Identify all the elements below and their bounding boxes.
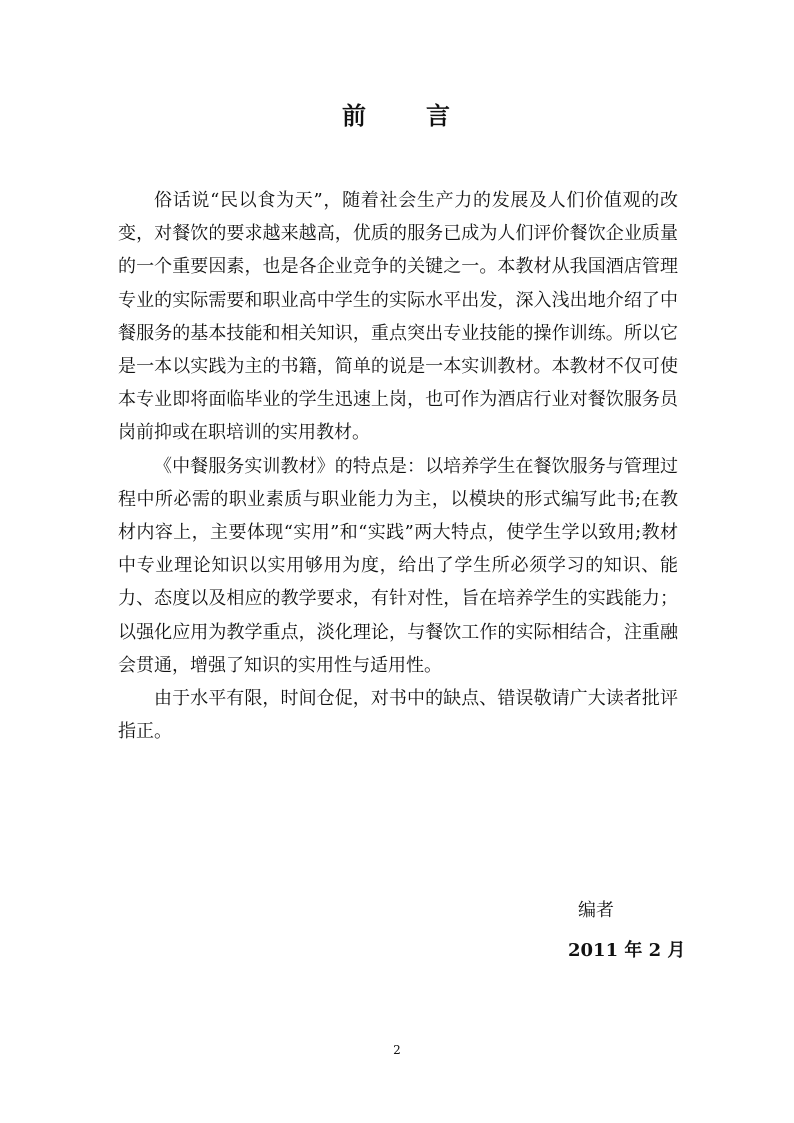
page-number: 2 xyxy=(393,1043,401,1057)
preface-body xyxy=(118,184,678,748)
author-signature: 编者 xyxy=(578,900,614,921)
title-char-1: 前 xyxy=(342,101,368,130)
paragraph-2: 《中餐服务实训教材》的特点是：以培养学生在餐饮服务与管理过程中所必需的职业素质与职业能力为主，以模块的形式编写此书;在教材内容上，主要体现“实用”和“实践”两大特点，使学生学以致用;教材中专业理论知识以实用够用为度，给出了学生所必须学习的知识、能力、态度以及相应的教学要求，有针对性，旨在培养学生的实践能力；以强化应用为教学重点，淡化理论，与餐饮工作的实际相结合，注重融会贯通，增强了知识的实用性与适用性。 xyxy=(118,455,678,676)
paragraph-1: 俗话说“民以食为天”，随着社会生产力的发展及人们价值观的改变，对餐饮的要求越来越高，优质的服务已成为人们评价餐饮企业质量的一个重要因素，也是各企业竞争的关键之一。本教材从我国酒店管理专业的实际需要和职业高中学生的实际水平出发，深入浅出地介绍了中餐服务的基本技能和相关知识，重点突出专业技能的操作训练。所以它是一本以实践为主的书籍，简单的说是一本实训教材。本教材不仅可使本专业即将面临毕业的学生迅速上岗，也可作为酒店行业对餐饮服务员岗前抑或在职培训的实用教材。 xyxy=(118,190,678,444)
date-line: 2011 年 2 月 xyxy=(568,940,686,961)
page-title xyxy=(0,96,794,131)
title-char-2: 言 xyxy=(426,101,452,130)
paragraph-3: 由于水平有限，时间仓促，对书中的缺点、错误敬请广大读者批评指正。 xyxy=(118,688,678,743)
